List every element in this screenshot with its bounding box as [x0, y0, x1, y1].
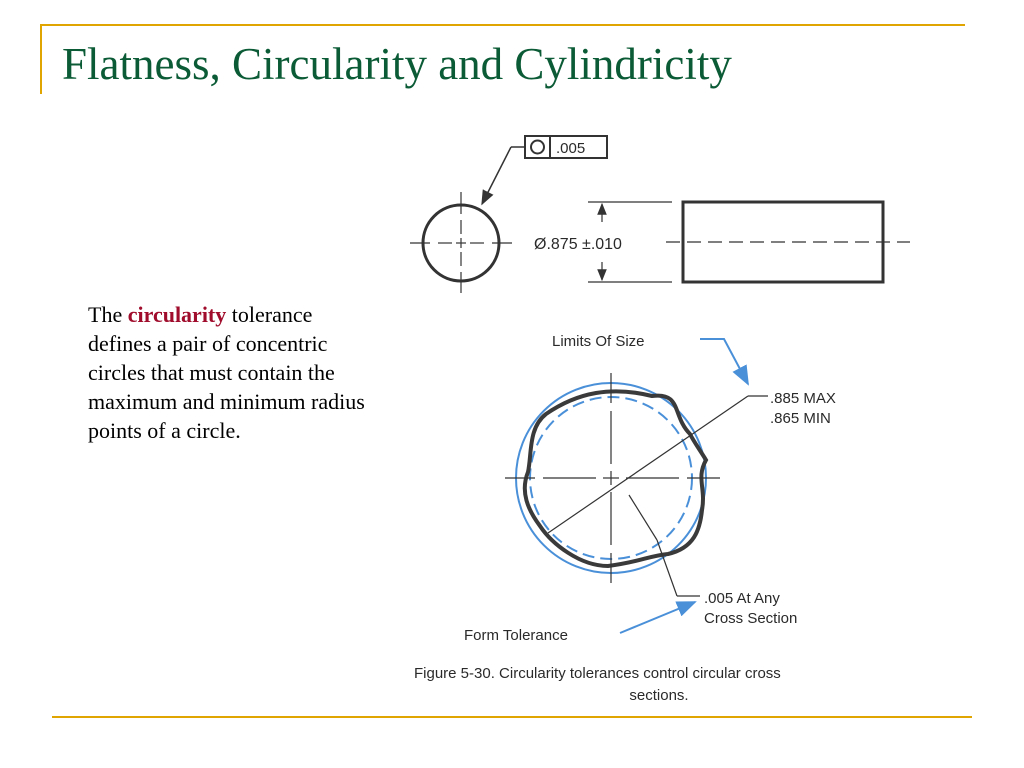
max-size-label: .885 MAX: [770, 390, 836, 407]
actual-profile-outline: [525, 391, 706, 566]
limits-of-size-label: Limits Of Size: [552, 333, 645, 350]
fcf-leader: [482, 147, 525, 204]
cross-section-line1: .005 At Any: [704, 590, 780, 607]
cross-section-line2: Cross Section: [704, 610, 798, 627]
slide-title: Flatness, Circularity and Cylindricity: [62, 39, 732, 89]
frame-left-line: [40, 24, 42, 94]
circularity-figure: [400, 128, 930, 708]
form-leader-arrow: [620, 602, 695, 633]
diameter-dimension-text: Ø.875 ±.010: [534, 236, 622, 253]
feature-control-frame: [525, 136, 607, 158]
circle-end-view: [410, 192, 512, 293]
body-paragraph: [88, 300, 378, 445]
circularity-symbol-icon: [531, 141, 544, 154]
circularity-zone-diagram: [505, 373, 768, 596]
frame-bottom-line: [52, 716, 972, 718]
body-prefix: The: [88, 302, 128, 327]
fcf-value: .005: [556, 140, 586, 157]
cylinder-side-view: [666, 202, 910, 282]
body-suffix: tolerance defines a pair of concentric circles that must contain the maximum and minimum radius points of a circle.: [88, 302, 365, 443]
form-tolerance-label: Form Tolerance: [464, 627, 568, 644]
min-size-label: .865 MIN: [770, 410, 831, 427]
figure-caption-line1: Figure 5-30. Circularity tolerances control circular cross: [414, 665, 781, 682]
frame-top-line: [40, 24, 965, 26]
figure-caption-line2: sections.: [629, 687, 689, 704]
body-highlight-term: circularity: [127, 302, 227, 327]
limits-leader-arrow: [700, 339, 748, 384]
